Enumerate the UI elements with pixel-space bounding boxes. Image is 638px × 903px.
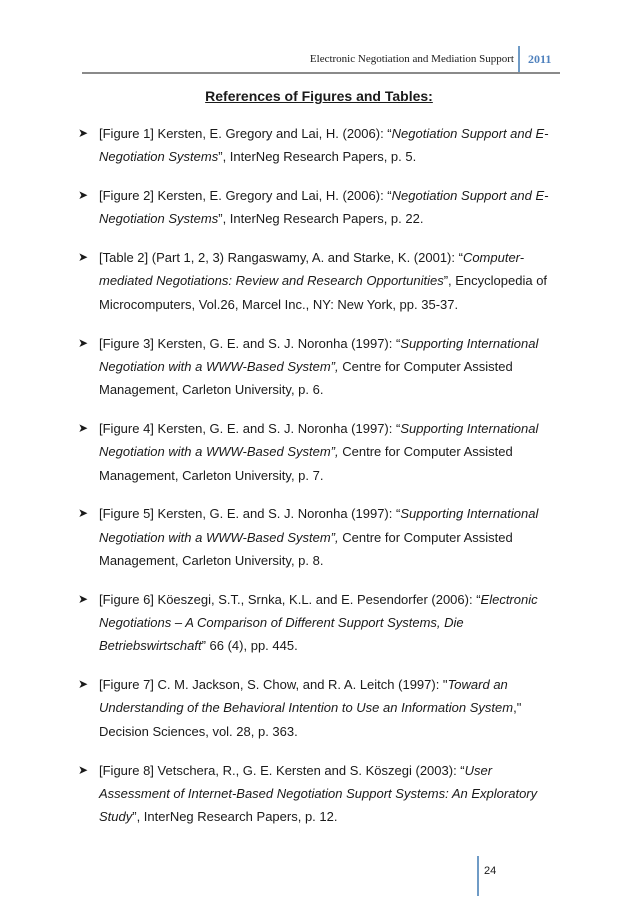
reference-prefix: [Figure 6] Köeszegi, S.T., Srnka, K.L. and E. Pesendorfer (2006): “	[99, 591, 481, 607]
reference-prefix: [Figure 4] Kersten, G. E. and S. J. Noronha (1997): “	[99, 420, 401, 436]
reference-prefix: [Table 2] (Part 1, 2, 3) Rangaswamy, A. and Starke, K. (2001): “	[99, 250, 463, 266]
reference-item-figure-7	[78, 673, 558, 743]
header-year: 2011	[528, 52, 552, 66]
arrowhead-bullet-icon: ➤	[78, 126, 89, 140]
reference-item-figure-2	[78, 184, 558, 231]
reference-prefix: [Figure 3] Kersten, G. E. and S. J. Noronha (1997): “	[99, 335, 401, 351]
reference-prefix: [Figure 7] C. M. Jackson, S. Chow, and R. A. Leitch (1997): "	[99, 677, 448, 693]
reference-prefix: [Figure 8] Vetschera, R., G. E. Kersten and S. Köszegi (2003): “	[99, 762, 465, 778]
header-rule	[82, 72, 560, 74]
reference-suffix: ," Decision Sciences, vol. 28, p. 363.	[99, 700, 522, 739]
arrowhead-bullet-icon: ➤	[78, 677, 89, 692]
header-title: Electronic Negotiation and Mediation Support	[309, 53, 514, 65]
reference-suffix: ”, InterNeg Research Papers, p. 12.	[132, 809, 338, 825]
page-number: 24	[484, 865, 497, 877]
header-divider	[518, 46, 520, 72]
reference-prefix: [Figure 5] Kersten, G. E. and S. J. Noronha (1997): “	[99, 506, 401, 522]
reference-prefix: [Figure 2] Kersten, E. Gregory and Lai, H. (2006): “	[99, 188, 392, 204]
reference-suffix: ”, Encyclopedia of Microcomputers, Vol.26, Marcel Inc., NY: New York, pp. 35-37.	[99, 273, 548, 312]
reference-title: Supporting International Negotiation with a WWW-Based System”,	[99, 335, 539, 374]
references-heading: References of Figures and Tables:	[205, 88, 433, 104]
reference-item-figure-8	[78, 759, 558, 829]
reference-title: User Assessment of Internet-Based Negotiation Support Systems: An Exploratory Study	[99, 762, 538, 825]
reference-suffix: Centre for Computer Assisted Management, Carleton University, p. 8.	[99, 529, 513, 568]
reference-item-table-2	[78, 246, 558, 316]
reference-title: Negotiation Support and E-Negotiation Systems	[99, 126, 549, 165]
arrowhead-bullet-icon: ➤	[78, 250, 89, 265]
arrowhead-bullet-icon: ➤	[78, 506, 89, 521]
footer-divider	[477, 856, 479, 896]
arrowhead-bullet-icon: ➤	[78, 420, 89, 435]
arrowhead-bullet-icon: ➤	[78, 188, 89, 203]
reference-list	[78, 122, 558, 844]
reference-suffix: ”, InterNeg Research Papers, p. 22.	[218, 211, 424, 227]
reference-suffix: Centre for Computer Assisted Management, Carleton University, p. 7.	[99, 444, 513, 483]
reference-item-figure-6	[78, 588, 558, 658]
arrowhead-bullet-icon: ➤	[78, 762, 89, 777]
reference-title: Supporting International Negotiation with a WWW-Based System”,	[99, 506, 539, 545]
reference-title: Electronic Negotiations – A Comparison of Different Support Systems, Die Betriebswirtschaft	[99, 591, 538, 654]
reference-suffix: ”, InterNeg Research Papers, p. 5.	[218, 149, 417, 165]
reference-item-figure-1	[78, 122, 558, 169]
reference-title: Computer-mediated Negotiations: Review and Research Opportunities	[99, 250, 525, 289]
arrowhead-bullet-icon: ➤	[78, 335, 89, 350]
reference-title: Negotiation Support and E-Negotiation Systems	[99, 188, 549, 227]
reference-suffix: ” 66 (4), pp. 445.	[201, 638, 298, 654]
reference-title: Toward an Understanding of the Behavioral Intention to Use an Information System	[99, 677, 514, 716]
reference-suffix: Centre for Computer Assisted Management, Carleton University, p. 6.	[99, 358, 513, 398]
reference-item-figure-3	[78, 332, 558, 402]
reference-title: Supporting International Negotiation with a WWW-Based System”,	[99, 420, 539, 460]
arrowhead-bullet-icon: ➤	[78, 591, 89, 606]
reference-item-figure-5	[78, 502, 558, 572]
reference-prefix: [Figure 1] Kersten, E. Gregory and Lai, H. (2006): “	[99, 126, 392, 141]
reference-item-figure-4	[78, 417, 558, 487]
page-header	[0, 0, 638, 80]
